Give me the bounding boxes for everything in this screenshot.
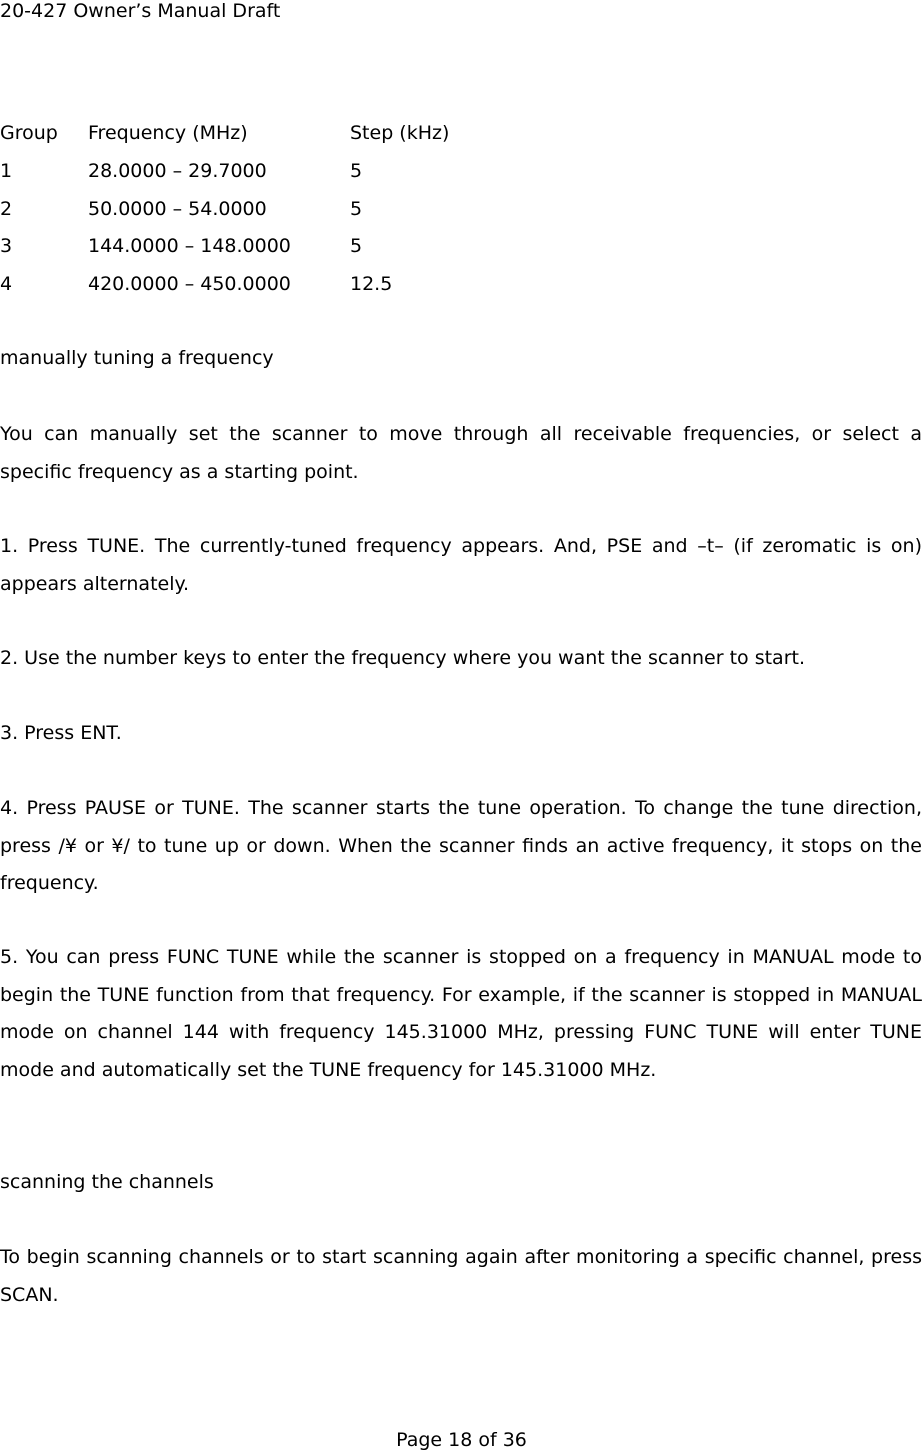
table-cell-group: 2 [0,198,13,220]
table-row [0,198,600,226]
table-cell-step: 12.5 [350,273,393,295]
table-cell-step: 5 [350,198,363,220]
column-header-step: Step (kHz) [350,122,450,144]
table-cell-frequency: 420.0000 – 450.0000 [88,273,291,295]
table-cell-frequency: 144.0000 – 148.0000 [88,235,291,257]
step-3-paragraph: 3. Press ENT. [0,722,122,744]
column-header-group: Group [0,122,58,144]
table-cell-frequency: 28.0000 – 29.7000 [88,160,267,182]
table-cell-group: 3 [0,235,13,257]
table-row [0,235,600,263]
table-row [0,160,600,188]
page-number: Page 18 of 36 [396,1429,527,1451]
document-header: 20-427 Owner’s Manual Draft [0,0,281,22]
section-heading-manual-tuning: manually tuning a frequency [0,347,274,369]
table-cell-step: 5 [350,160,363,182]
step-4-paragraph: 4. Press PAUSE or TUNE. The scanner starts the tune operation. To change the tune direction, press /¥ or ¥/ to tune up or down. When the scanner finds an active frequency, it stops on the frequency. [0,797,922,894]
table-cell-group: 1 [0,160,13,182]
table-cell-frequency: 50.0000 – 54.0000 [88,198,267,220]
table-header-row [0,122,600,150]
step-2-paragraph: 2. Use the number keys to enter the frequency where you want the scanner to start. [0,647,806,669]
paragraph-scanning: To begin scanning channels or to start scanning again after monitoring a specific channel, press SCAN. [0,1246,922,1306]
table-cell-group: 4 [0,273,13,295]
step-1-paragraph: 1. Press TUNE. The currently-tuned frequency appears. And, PSE and –t– (if zeromatic is on) appears alternately. [0,535,922,595]
column-header-frequency: Frequency (MHz) [88,122,248,144]
paragraph-manual-intro: You can manually set the scanner to move through all receivable frequencies, or select a specific frequency as a starting point. [0,423,922,483]
step-5-paragraph: 5. You can press FUNC TUNE while the scanner is stopped on a frequency in MANUAL mode to begin the TUNE function from that frequency. For example, if the scanner is stopped in MANUAL mode on channel 144 with frequency 145.31000 MHz, pressing FUNC TUNE will enter TUNE mode and automatically set the TUNE frequency for 145.31000 MHz. [0,946,922,1081]
table-row [0,273,600,301]
section-heading-scanning: scanning the channels [0,1171,214,1193]
table-cell-step: 5 [350,235,363,257]
